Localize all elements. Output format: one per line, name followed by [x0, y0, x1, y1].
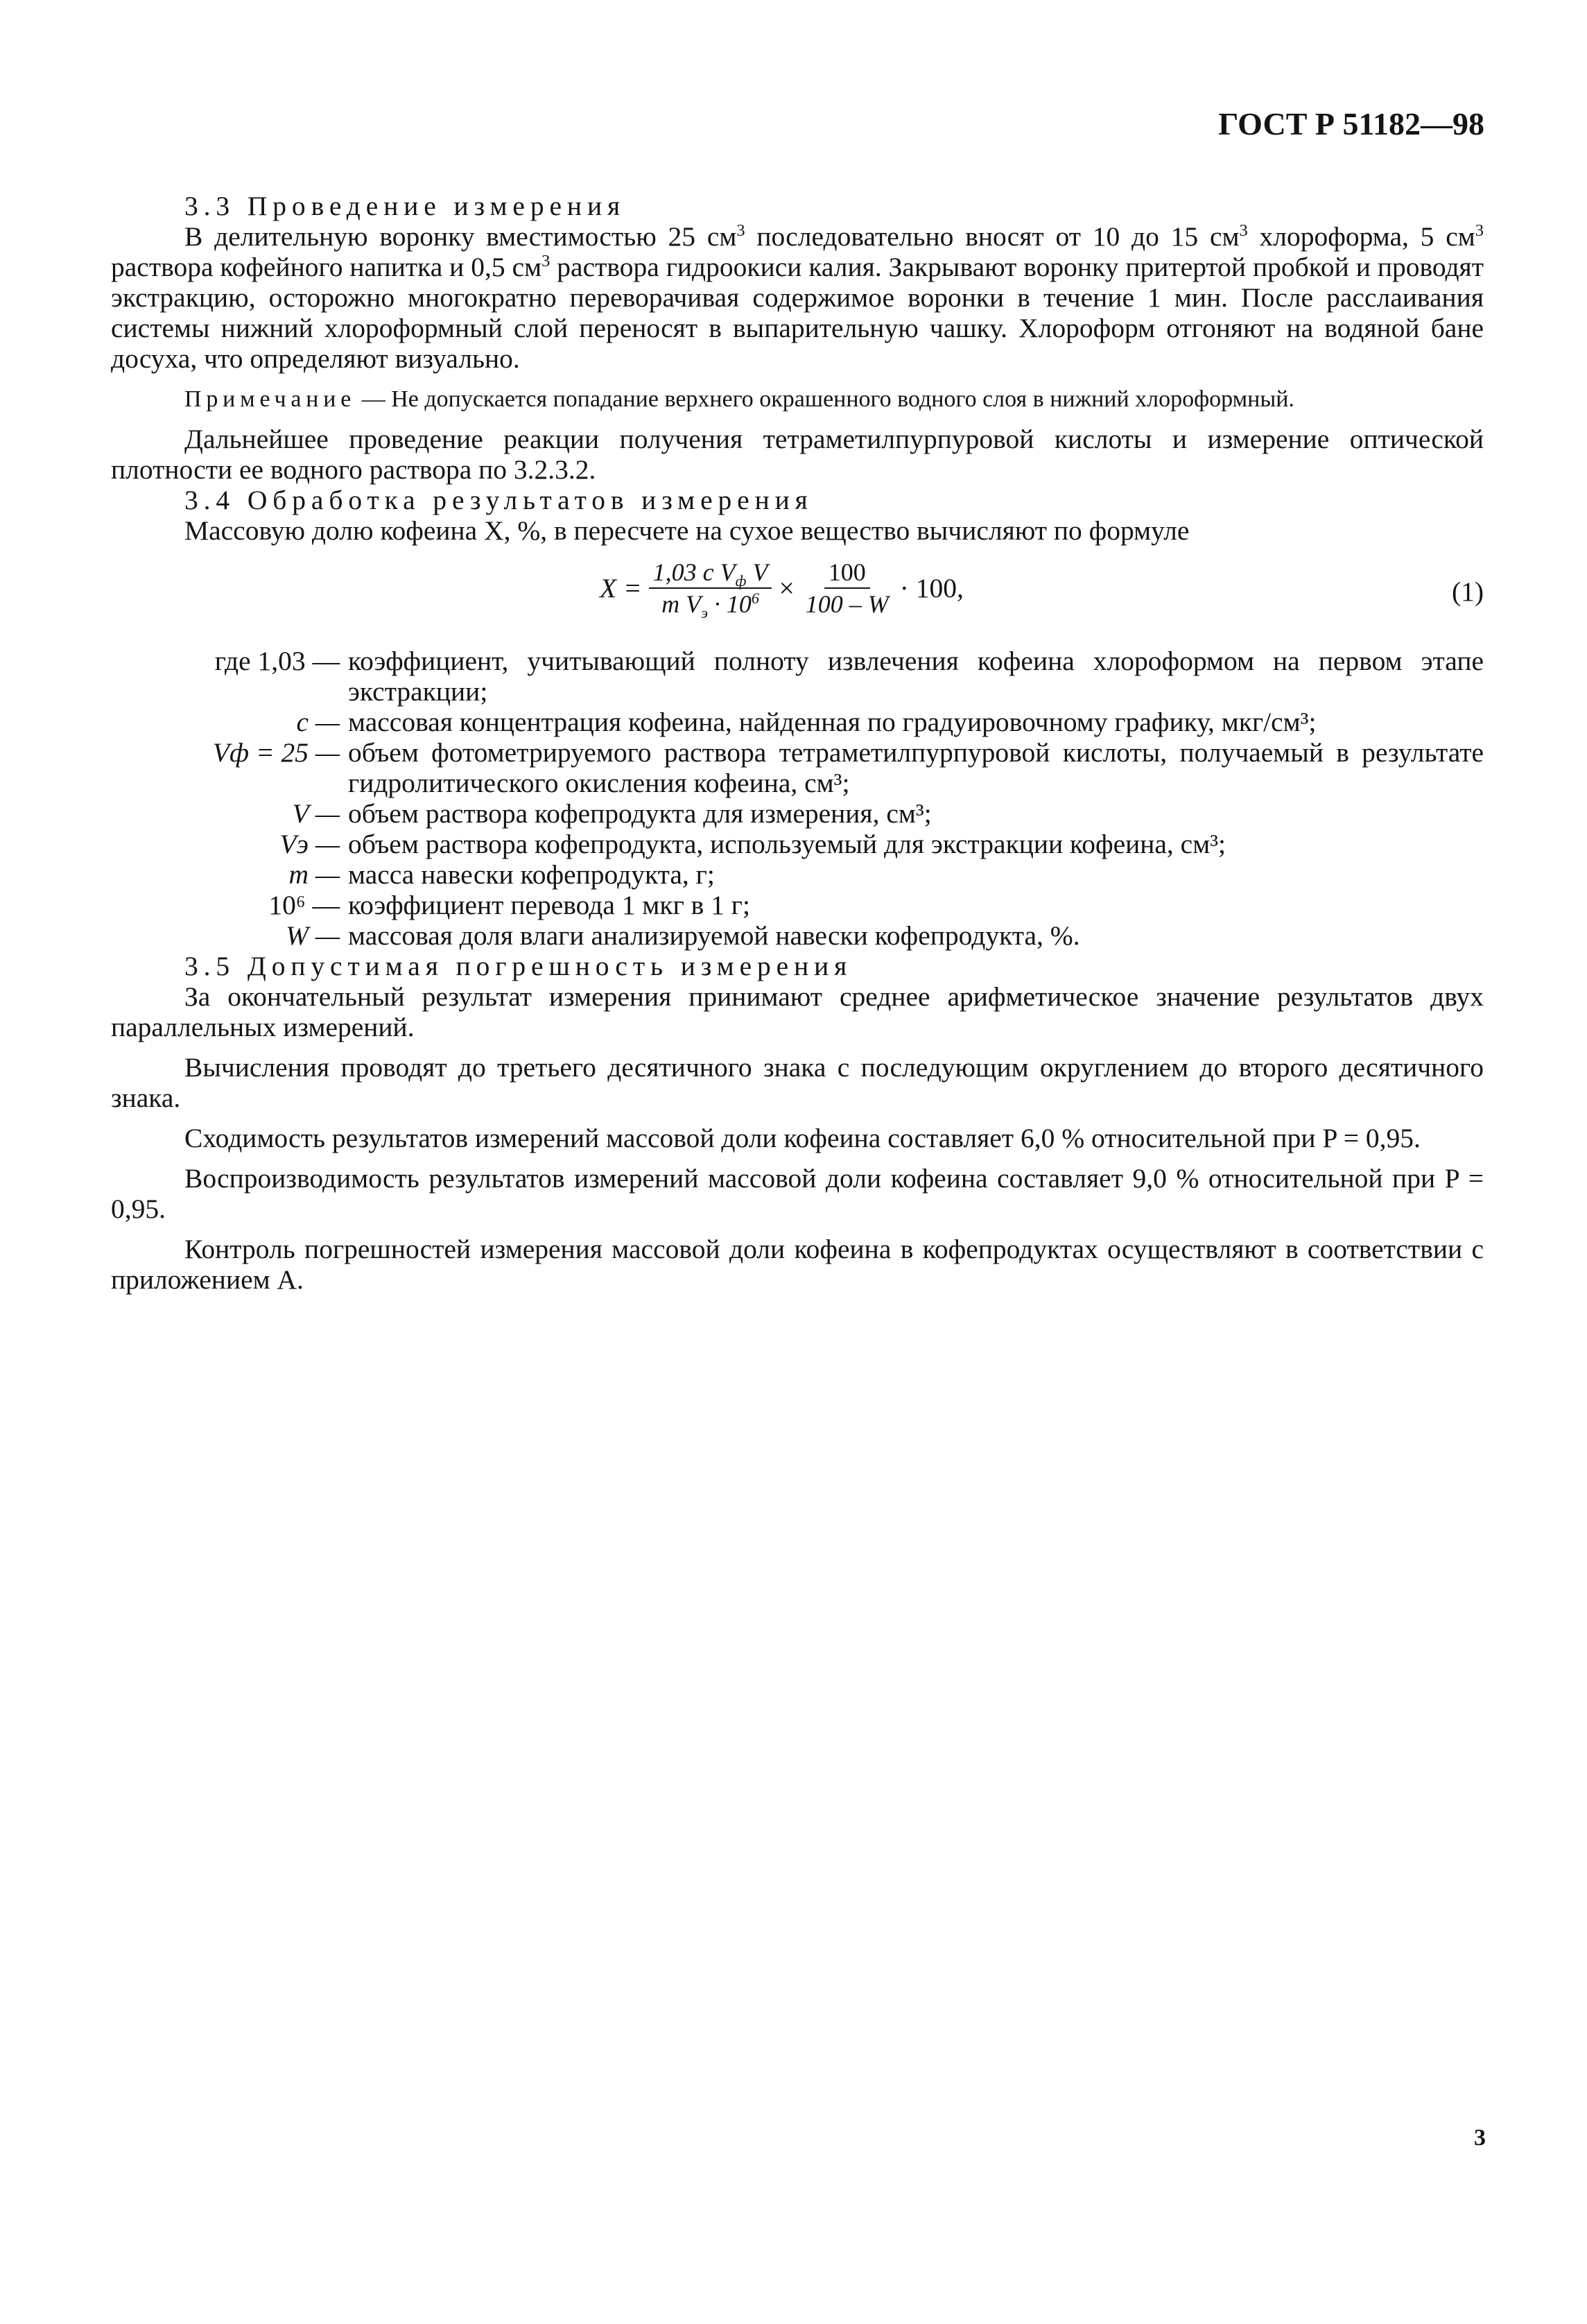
section-3-5-paragraph-4: Воспроизводимость результатов измерений массовой доли кофеина составляет 9,0 % относительной при P = 0,95. [111, 1163, 1484, 1224]
section-3-3-paragraph-1: В делительную воронку вместимостью 25 $см^3$ последовательно вносят от 10 до 15 $см^3$ хлороформа, 5 $см^3$ раствора кофейного напитка и 0,5 $см^3$ раствора гидроокиси калия. Закрывают воронку притертой пробкой и проводят экстракцию, осторожно многократно переворачивая содержимое воронки в течение 1 мин. После расслаивания системы нижний хлороформный слой переносят в выпарительную чашку. Хлороформ отгоняют на водяной бане досуха, что определяют визуально. [111, 221, 1484, 374]
formula-times: × [779, 573, 795, 603]
note [111, 385, 1484, 414]
legend-row: c — массовая концентрация кофеина, найденная по градуировочному графику, мкг/см³; [296, 707, 1317, 737]
formula-1 [111, 553, 1484, 636]
section-3-4-intro: Массовую долю кофеина X, %, в пересчете на сухое вещество вычисляют по формуле [184, 515, 1190, 546]
section-3-5-paragraph-5: Контроль погрешностей измерения массовой доли кофеина в кофепродуктах осуществляют в соответствии с приложением А. [111, 1234, 1484, 1295]
section-3-5-title: 3.5 Допустимая погрешность измерения [184, 951, 853, 981]
legend-row: V — объем раствора кофепродукта для измерения, см³; [292, 798, 932, 829]
formula-fraction-2: $\frac{100}{100 - W}$ [805, 558, 889, 618]
standard-header: ГОСТ Р 51182—98 [1218, 106, 1484, 141]
formula-tail: · 100, [899, 573, 964, 603]
section-3-5-paragraph-3: Сходимость результатов измерений массовой доли кофеина составляет 6,0 % относительной при P = 0,95. [184, 1123, 1421, 1153]
page-content [111, 191, 1484, 1295]
section-3-5-paragraph-1: За окончательный результат измерения принимают среднее арифметическое значение результатов двух параллельных измерений. [111, 981, 1484, 1042]
formula-fraction-1: $\frac{1,03 c V_ф V}{m V_э \cdot 10^6}$ [649, 558, 772, 618]
formula-number: (1) [1451, 576, 1484, 607]
page-number: 3 [1474, 2125, 1486, 2151]
section-3-3-paragraph-2: Дальнейшее проведение реакции получения тетраметилпурпуровой кислоты и измерение оптической плотности ее водного раствора по 3.2.3.2. [111, 424, 1484, 485]
legend-row: Vэ — объем раствора кофепродукта, используемый для экстракции кофеина, см³; [279, 829, 1226, 859]
legend-row: где 1,03 — коэффициент, учитывающий полноту извлечения кофеина хлороформом на первом этапе экстракции; [214, 646, 1484, 707]
note-text: — Не допускается попадание верхнего окрашенного водного слоя в нижний хлороформный. [356, 386, 1294, 412]
formula-lhs: X = [600, 573, 642, 603]
note-label: Примечание [184, 386, 356, 412]
legend-row: W — массовая доля влаги анализируемой навески кофепродукта, %. [286, 920, 1080, 951]
legend-row: Vф = 25 — объем фотометрируемого раствора тетраметилпурпуровой кислоты, получаемый в результате гидролитического окисления кофеина, см³; [212, 737, 1484, 798]
section-3-3-title: 3.3 Проведение измерения [184, 191, 626, 221]
legend-row: m — масса навески кофепродукта, г; [288, 859, 715, 890]
formula-expression [600, 558, 964, 622]
legend-row: 10⁶ — коэффициент перевода 1 мкг в 1 г; [268, 890, 750, 920]
section-3-5-paragraph-2: Вычисления проводят до третьего десятичного знака с последующим округлением до второго десятичного знака. [111, 1052, 1484, 1113]
formula-legend [111, 646, 1484, 951]
section-3-4-title: 3.4 Обработка результатов измерения [184, 485, 813, 515]
